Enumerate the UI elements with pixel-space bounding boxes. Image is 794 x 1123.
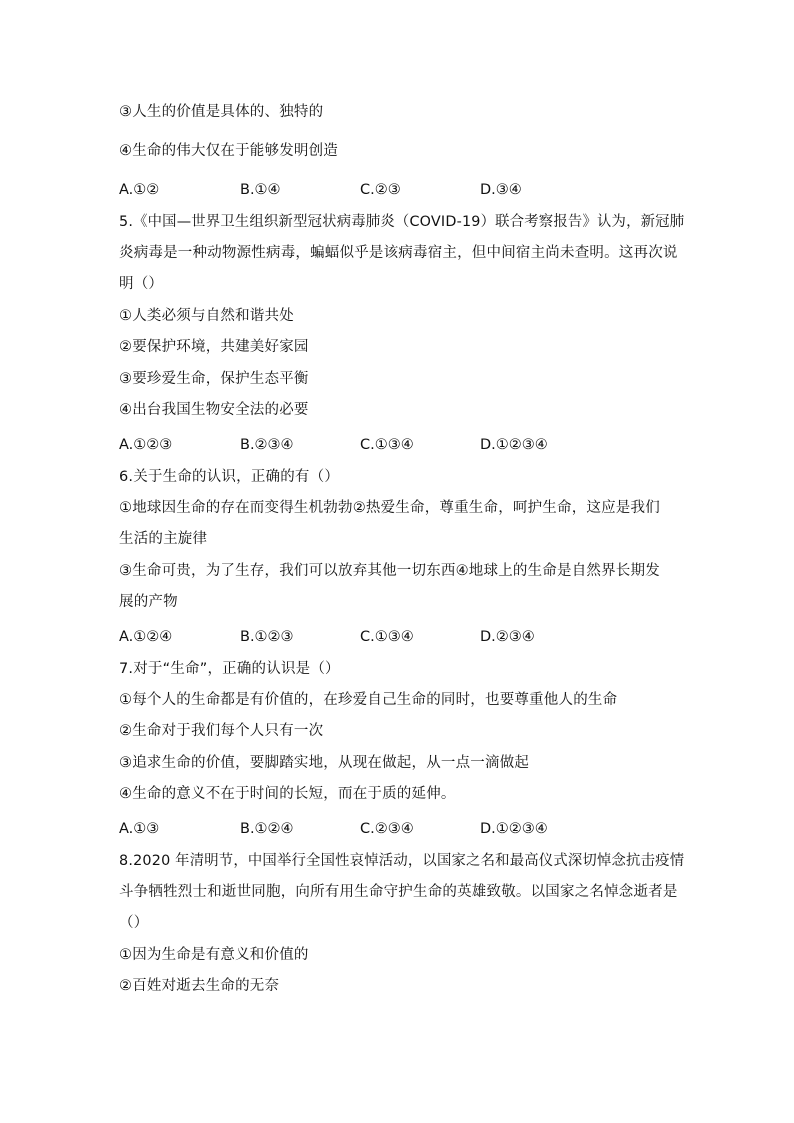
q6-option-c: C.①③④ <box>360 629 414 645</box>
q6-option-b: B.①②③ <box>240 629 294 645</box>
q6-item-line-3: ③生命可贵，为了生存，我们可以放弃其他一切东西④地球上的生命是自然界长期发 <box>119 563 660 579</box>
q5-stem-line-3: 明（） <box>119 276 164 292</box>
q6-item-line-4: 展的产物 <box>119 594 178 610</box>
q6-option-a: A.①②④ <box>119 629 173 645</box>
q5-stem-line-1: 5.《中国—世界卫生组织新型冠状病毒肺炎（COVID-19）联合考察报告》认为，新冠肺 <box>119 214 685 230</box>
q8-stem-line-2: 斗争牺牲烈士和逝世同胞，向所有用生命守护生命的英雄致敬。以国家之名悼念逝者是 <box>119 884 678 900</box>
q6-option-d: D.②③④ <box>480 629 535 645</box>
q4-option-c: C.②③ <box>360 182 401 198</box>
q5-option-a: A.①②③ <box>119 437 173 453</box>
q8-item-1: ①因为生命是有意义和价值的 <box>119 947 309 963</box>
q5-option-b: B.②③④ <box>240 437 294 453</box>
q5-item-1: ①人类必须与自然和谐共处 <box>119 308 294 324</box>
q7-item-3: ③追求生命的价值，要脚踏实地，从现在做起，从一点一滴做起 <box>119 755 530 771</box>
q5-item-2: ②要保护环境，共建美好家园 <box>119 339 309 355</box>
q6-item-line-2: 生活的主旋律 <box>119 531 208 547</box>
q5-option-d: D.①②③④ <box>480 437 548 453</box>
q4-item-4: ④生命的伟大仅在于能够发明创造 <box>119 143 338 159</box>
q7-item-4: ④生命的意义不在于时间的长短，而在于质的延伸。 <box>119 786 456 802</box>
q4-option-a: A.①② <box>119 182 160 198</box>
q7-option-a: A.①③ <box>119 821 160 837</box>
q7-item-1: ①每个人的生命都是有价值的，在珍爱自己生命的同时，也要尊重他人的生命 <box>119 692 618 708</box>
q4-option-b: B.①④ <box>240 182 281 198</box>
q7-stem: 7.对于“生命”，正确的认识是（） <box>119 661 340 677</box>
q4-option-d: D.③④ <box>480 182 522 198</box>
q7-option-b: B.①②④ <box>240 821 294 837</box>
q5-option-c: C.①③④ <box>360 437 414 453</box>
q6-item-line-1: ①地球因生命的存在而变得生机勃勃②热爱生命，尊重生命，呵护生命，这应是我们 <box>119 500 660 516</box>
q5-stem-line-2: 炎病毒是一种动物源性病毒，蝙蝠似乎是该病毒宿主，但中间宿主尚未查明。这再次说 <box>119 245 678 261</box>
q6-stem: 6.关于生命的认识，正确的有（） <box>119 469 340 485</box>
q4-item-3: ③人生的价值是具体的、独特的 <box>119 104 324 120</box>
q7-option-d: D.①②③④ <box>480 821 548 837</box>
q5-item-3: ③要珍爱生命，保护生态平衡 <box>119 371 309 387</box>
q7-option-c: C.②③④ <box>360 821 414 837</box>
q8-item-2: ②百姓对逝去生命的无奈 <box>119 978 280 994</box>
q7-item-2: ②生命对于我们每个人只有一次 <box>119 723 324 739</box>
q8-stem-line-3: （） <box>119 915 149 931</box>
q8-stem-line-1: 8.2020 年清明节，中国举行全国性哀悼活动，以国家之名和最高仪式深切悼念抗击疫情 <box>119 853 685 869</box>
q5-item-4: ④出台我国生物安全法的必要 <box>119 402 309 418</box>
